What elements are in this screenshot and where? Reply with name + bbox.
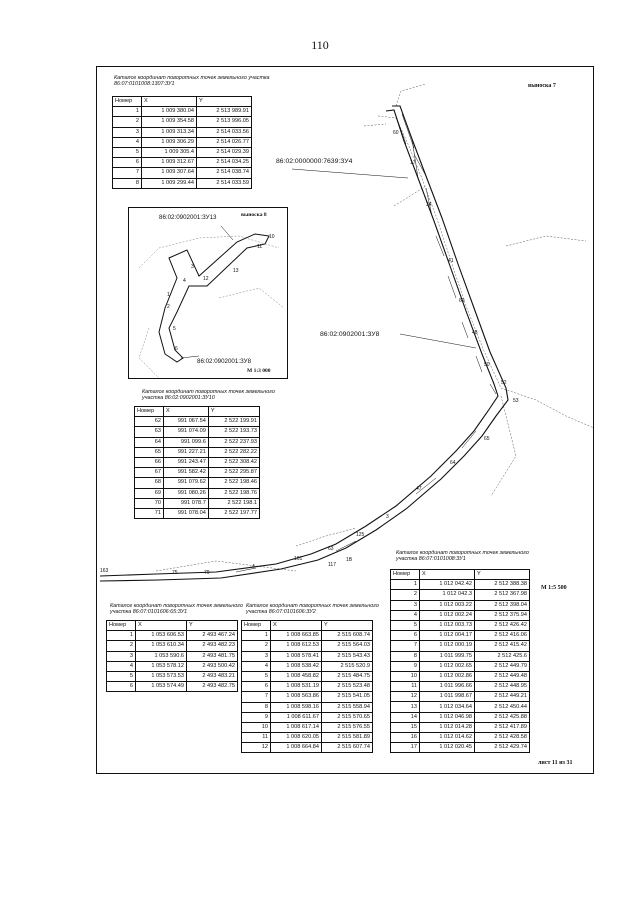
y-cell: 2 513 989.91 <box>197 107 252 117</box>
x-cell: 1 009 380.04 <box>142 107 197 117</box>
x-cell: 991 079.62 <box>164 478 209 488</box>
point-number-cell: 62 <box>135 417 164 427</box>
table-row <box>391 600 530 610</box>
table-row <box>242 702 373 712</box>
y-cell: 2 522 282.22 <box>208 447 259 457</box>
table-row <box>391 610 530 620</box>
point-number-cell: 5 <box>242 671 271 681</box>
x-cell: 991 582.42 <box>164 468 209 478</box>
col-header-x: X <box>136 621 187 631</box>
table-row <box>107 671 238 681</box>
x-cell: 991 080.26 <box>164 488 209 498</box>
x-cell: 1 008 598.16 <box>271 702 322 712</box>
x-cell: 1 053 573.53 <box>136 671 187 681</box>
table1-title: Каталог координат поворотных точек земельного участка 86:07:0101008:1307:ЗУ1 <box>114 75 270 88</box>
table-row <box>135 488 260 498</box>
point-number-cell: 6 <box>391 631 420 641</box>
table-row <box>242 743 373 753</box>
table-row <box>391 671 530 681</box>
point-number-cell: 65 <box>135 447 164 457</box>
table-row <box>135 437 260 447</box>
y-cell: 2 522 198.76 <box>208 488 259 498</box>
svg-text:34: 34 <box>426 202 432 208</box>
y-cell: 2 513 996.05 <box>197 117 252 127</box>
table-row <box>135 447 260 457</box>
x-cell: 1 012 042.42 <box>420 580 475 590</box>
coordinates-table-5 <box>390 569 530 753</box>
table-row <box>107 682 238 692</box>
x-cell: 1 008 458.82 <box>271 671 322 681</box>
point-number-cell: 1 <box>113 107 142 117</box>
inset-label-zu13: 86:02:0902001:ЗУ13 <box>159 214 217 221</box>
coordinates-table-2 <box>134 406 260 519</box>
point-number-cell: 2 <box>242 641 271 651</box>
y-cell: 2 522 197.77 <box>208 508 259 518</box>
svg-text:5: 5 <box>173 326 176 332</box>
point-number-cell: 12 <box>242 743 271 753</box>
y-cell: 2 512 426.42 <box>475 620 530 630</box>
point-number-cell: 3 <box>242 651 271 661</box>
table-row <box>391 743 530 753</box>
point-number-cell: 8 <box>113 178 142 188</box>
y-cell: 2 522 295.87 <box>208 468 259 478</box>
point-number-cell: 69 <box>135 488 164 498</box>
x-cell: 1 012 014.28 <box>420 722 475 732</box>
x-cell: 1 009 306.29 <box>142 137 197 147</box>
point-number-cell: 3 <box>391 600 420 610</box>
x-cell: 1 008 663.85 <box>271 631 322 641</box>
y-cell: 2 522 198.46 <box>208 478 259 488</box>
x-cell: 1 009 299.44 <box>142 178 197 188</box>
col-header-x: X <box>420 570 475 580</box>
table4-title: Каталог координат поворотных точек земельного участка 86:07:0101606:ЗУ2 <box>246 603 379 616</box>
table2-title: Каталог координат поворотных точек земельного участка 86:02:0902001:ЗУ10 <box>142 389 275 402</box>
svg-text:6: 6 <box>175 346 178 352</box>
table-row <box>242 692 373 702</box>
col-header-num: Номер <box>113 97 142 107</box>
table-row <box>107 631 238 641</box>
y-cell: 2 515 543.43 <box>322 651 373 661</box>
table-row <box>242 661 373 671</box>
point-number-cell: 7 <box>391 641 420 651</box>
svg-text:52: 52 <box>501 380 507 386</box>
x-cell: 1 008 664.84 <box>271 743 322 753</box>
x-cell: 1 008 617.14 <box>271 722 322 732</box>
x-cell: 1 012 014.62 <box>420 733 475 743</box>
svg-text:10: 10 <box>269 234 275 240</box>
table3-title: Каталог координат поворотных точек земельного участка 86:07:0101606:65:ЗУ1 <box>110 603 243 616</box>
point-number-cell: 6 <box>242 682 271 692</box>
x-cell: 1 053 610.34 <box>136 641 187 651</box>
x-cell: 1 009 354.58 <box>142 117 197 127</box>
coordinates-table-4 <box>241 620 373 753</box>
inset-label-zu8: 86:02:0902001:ЗУ8 <box>197 358 252 365</box>
table-row <box>113 178 252 188</box>
table-row <box>242 641 373 651</box>
y-cell: 2 493 483.21 <box>187 671 238 681</box>
point-number-cell: 10 <box>242 722 271 732</box>
y-cell: 2 512 415.42 <box>475 641 530 651</box>
x-cell: 1 012 003.73 <box>420 620 475 630</box>
col-header-y: Y <box>208 407 259 417</box>
table-row <box>113 168 252 178</box>
callout-main: выноска 7 <box>528 83 556 89</box>
point-number-cell: 4 <box>113 137 142 147</box>
table-row <box>391 580 530 590</box>
y-cell: 2 493 481.75 <box>187 651 238 661</box>
parcel-label-zu4: 86:02:0000000:7639:ЗУ4 <box>276 158 353 165</box>
y-cell: 2 515 570.65 <box>322 712 373 722</box>
x-cell: 1 009 305.4 <box>142 147 197 157</box>
table-row <box>135 417 260 427</box>
svg-text:1: 1 <box>167 292 170 298</box>
y-cell: 2 514 038.74 <box>197 168 252 178</box>
y-cell: 2 515 484.75 <box>322 671 373 681</box>
table-row <box>391 722 530 732</box>
x-cell: 1 008 611.67 <box>271 712 322 722</box>
scale-inset: М 1:3 000 <box>247 368 271 374</box>
x-cell: 1 012 002.86 <box>420 671 475 681</box>
point-number-cell: 4 <box>107 661 136 671</box>
y-cell: 2 493 467.24 <box>187 631 238 641</box>
x-cell: 1 009 307.64 <box>142 168 197 178</box>
y-cell: 2 512 449.48 <box>475 671 530 681</box>
x-cell: 1 012 046.98 <box>420 712 475 722</box>
parcel-label-zu8: 86:02:0902001:ЗУ8 <box>320 331 380 338</box>
col-header-num: Номер <box>242 621 271 631</box>
x-cell: 1 011 998.67 <box>420 692 475 702</box>
y-cell: 2 515 607.74 <box>322 743 373 753</box>
svg-text:50: 50 <box>484 362 490 368</box>
table-row <box>113 107 252 117</box>
point-number-cell: 8 <box>391 651 420 661</box>
table-row <box>107 651 238 661</box>
col-header-num: Номер <box>391 570 420 580</box>
col-header-x: X <box>164 407 209 417</box>
y-cell: 2 515 558.94 <box>322 702 373 712</box>
table-row <box>391 702 530 712</box>
svg-text:69: 69 <box>459 298 465 304</box>
inset-drawing <box>129 208 288 379</box>
y-cell: 2 512 449.21 <box>475 692 530 702</box>
table-row <box>135 508 260 518</box>
table-row <box>391 682 530 692</box>
y-cell: 2 512 375.94 <box>475 610 530 620</box>
svg-text:3: 3 <box>191 264 194 270</box>
y-cell: 2 512 449.79 <box>475 661 530 671</box>
x-cell: 1 012 042.3 <box>420 590 475 600</box>
point-number-cell: 5 <box>113 147 142 157</box>
x-cell: 1 012 034.64 <box>420 702 475 712</box>
y-cell: 2 493 500.42 <box>187 661 238 671</box>
point-number-cell: 7 <box>113 168 142 178</box>
svg-text:12: 12 <box>203 276 209 282</box>
table-row <box>391 733 530 743</box>
svg-text:161: 161 <box>294 556 303 562</box>
y-cell: 2 512 450.44 <box>475 702 530 712</box>
point-number-cell: 15 <box>391 722 420 732</box>
point-number-cell: 4 <box>242 661 271 671</box>
point-number-cell: 2 <box>391 590 420 600</box>
table-row <box>391 590 530 600</box>
x-cell: 1 008 612.53 <box>271 641 322 651</box>
point-number-cell: 9 <box>242 712 271 722</box>
x-cell: 1 012 002.24 <box>420 610 475 620</box>
y-cell: 2 514 029.39 <box>197 147 252 157</box>
point-number-cell: 8 <box>242 702 271 712</box>
page-number: 110 <box>311 38 329 52</box>
x-cell: 1 012 003.22 <box>420 600 475 610</box>
point-number-cell: 63 <box>135 427 164 437</box>
table-row <box>113 117 252 127</box>
svg-text:53: 53 <box>513 398 519 404</box>
col-header-y: Y <box>322 621 373 631</box>
x-cell: 1 012 020.45 <box>420 743 475 753</box>
coordinates-table-3 <box>106 620 238 692</box>
y-cell: 2 515 608.74 <box>322 631 373 641</box>
point-number-cell: 1 <box>107 631 136 641</box>
table-row <box>242 733 373 743</box>
table-row <box>107 661 238 671</box>
x-cell: 1 053 606.53 <box>136 631 187 641</box>
y-cell: 2 515 576.55 <box>322 722 373 732</box>
y-cell: 2 522 198.1 <box>208 498 259 508</box>
y-cell: 2 522 237.93 <box>208 437 259 447</box>
svg-text:117: 117 <box>328 562 336 568</box>
x-cell: 1 053 590.6 <box>136 651 187 661</box>
y-cell: 2 514 026.77 <box>197 137 252 147</box>
inset-map <box>128 207 288 379</box>
point-number-cell: 16 <box>391 733 420 743</box>
svg-text:4: 4 <box>183 278 186 284</box>
point-number-cell: 71 <box>135 508 164 518</box>
table-row <box>391 692 530 702</box>
col-header-num: Номер <box>135 407 164 417</box>
x-cell: 1 008 531.19 <box>271 682 322 692</box>
col-header-y: Y <box>475 570 530 580</box>
y-cell: 2 514 033.59 <box>197 178 252 188</box>
table-row <box>242 682 373 692</box>
point-number-cell: 12 <box>391 692 420 702</box>
col-header-x: X <box>142 97 197 107</box>
table-row <box>242 631 373 641</box>
svg-text:4: 4 <box>252 564 255 570</box>
point-number-cell: 3 <box>107 651 136 661</box>
table-row <box>135 498 260 508</box>
coordinates-table-1 <box>112 96 252 189</box>
point-number-cell: 66 <box>135 457 164 467</box>
svg-text:47: 47 <box>416 486 422 492</box>
y-cell: 2 493 482.75 <box>187 682 238 692</box>
svg-text:64: 64 <box>450 460 456 466</box>
y-cell: 2 515 564.03 <box>322 641 373 651</box>
svg-text:41: 41 <box>448 258 454 264</box>
y-cell: 2 515 520.9 <box>322 661 373 671</box>
point-number-cell: 1 <box>391 580 420 590</box>
point-number-cell: 6 <box>107 682 136 692</box>
table-row <box>391 661 530 671</box>
table-row <box>113 137 252 147</box>
x-cell: 991 243.47 <box>164 457 209 467</box>
x-cell: 991 099.6 <box>164 437 209 447</box>
table5-title: Каталог координат поворотных точек земельного участка 86:07:0101008:ЗУ1 <box>396 550 529 563</box>
table-row <box>107 641 238 651</box>
x-cell: 991 078.04 <box>164 508 209 518</box>
svg-text:163: 163 <box>100 568 109 574</box>
col-header-x: X <box>271 621 322 631</box>
y-cell: 2 515 523.48 <box>322 682 373 692</box>
svg-text:48: 48 <box>472 330 478 336</box>
svg-text:79: 79 <box>204 570 210 576</box>
table-row <box>113 147 252 157</box>
svg-text:65: 65 <box>484 436 490 442</box>
svg-text:1B: 1B <box>346 557 353 563</box>
y-cell: 2 493 482.23 <box>187 641 238 651</box>
y-cell: 2 522 193.73 <box>208 427 259 437</box>
y-cell: 2 512 367.98 <box>475 590 530 600</box>
x-cell: 1 011 999.75 <box>420 651 475 661</box>
x-cell: 1 053 578.12 <box>136 661 187 671</box>
table-row <box>391 631 530 641</box>
y-cell: 2 522 199.91 <box>208 417 259 427</box>
x-cell: 1 009 312.67 <box>142 158 197 168</box>
y-cell: 2 512 388.38 <box>475 580 530 590</box>
x-cell: 1 011 996.66 <box>420 682 475 692</box>
point-number-cell: 11 <box>242 733 271 743</box>
table-row <box>391 641 530 651</box>
y-cell: 2 514 034.25 <box>197 158 252 168</box>
svg-text:11: 11 <box>257 244 263 250</box>
table-row <box>242 651 373 661</box>
x-cell: 1 008 578.41 <box>271 651 322 661</box>
col-header-y: Y <box>187 621 238 631</box>
table-row <box>242 712 373 722</box>
point-number-cell: 70 <box>135 498 164 508</box>
y-cell: 2 515 541.05 <box>322 692 373 702</box>
x-cell: 1 009 313.34 <box>142 127 197 137</box>
svg-text:63: 63 <box>328 546 334 552</box>
x-cell: 1 008 620.05 <box>271 733 322 743</box>
point-number-cell: 2 <box>113 117 142 127</box>
table-row <box>391 712 530 722</box>
y-cell: 2 514 033.56 <box>197 127 252 137</box>
point-number-cell: 11 <box>391 682 420 692</box>
point-number-cell: 10 <box>391 671 420 681</box>
svg-text:3: 3 <box>386 514 389 520</box>
table-row <box>113 158 252 168</box>
table-row <box>242 671 373 681</box>
x-cell: 991 078.7 <box>164 498 209 508</box>
x-cell: 1 012 000.19 <box>420 641 475 651</box>
point-number-cell: 17 <box>391 743 420 753</box>
y-cell: 2 522 308.42 <box>208 457 259 467</box>
table-row <box>391 651 530 661</box>
col-header-y: Y <box>197 97 252 107</box>
point-number-cell: 4 <box>391 610 420 620</box>
y-cell: 2 512 416.06 <box>475 631 530 641</box>
y-cell: 2 512 425.88 <box>475 712 530 722</box>
svg-text:60: 60 <box>393 130 399 136</box>
x-cell: 1 012 004.17 <box>420 631 475 641</box>
point-number-cell: 6 <box>113 158 142 168</box>
point-number-cell: 64 <box>135 437 164 447</box>
scale-main: М 1:5 500 <box>541 585 567 591</box>
y-cell: 2 512 448.95 <box>475 682 530 692</box>
x-cell: 991 067.54 <box>164 417 209 427</box>
svg-text:13: 13 <box>233 268 239 274</box>
svg-text:125: 125 <box>356 532 365 538</box>
svg-text:2: 2 <box>167 304 170 310</box>
x-cell: 991 074.09 <box>164 427 209 437</box>
table-row <box>135 478 260 488</box>
col-header-num: Номер <box>107 621 136 631</box>
point-number-cell: 5 <box>107 671 136 681</box>
point-number-cell: 68 <box>135 478 164 488</box>
svg-text:17: 17 <box>410 160 416 166</box>
x-cell: 1 008 563.86 <box>271 692 322 702</box>
x-cell: 1 008 538.42 <box>271 661 322 671</box>
y-cell: 2 512 417.89 <box>475 722 530 732</box>
point-number-cell: 3 <box>113 127 142 137</box>
table-row <box>113 127 252 137</box>
point-number-cell: 14 <box>391 712 420 722</box>
point-number-cell: 5 <box>391 620 420 630</box>
x-cell: 1 053 574.49 <box>136 682 187 692</box>
table-row <box>135 457 260 467</box>
y-cell: 2 512 429.74 <box>475 743 530 753</box>
point-number-cell: 1 <box>242 631 271 641</box>
callout-inset: выноска 8 <box>241 212 267 218</box>
y-cell: 2 515 581.89 <box>322 733 373 743</box>
table-row <box>391 620 530 630</box>
svg-text:75: 75 <box>172 570 178 576</box>
y-cell: 2 512 398.04 <box>475 600 530 610</box>
point-number-cell: 67 <box>135 468 164 478</box>
y-cell: 2 512 428.58 <box>475 733 530 743</box>
point-number-cell: 13 <box>391 702 420 712</box>
point-number-cell: 9 <box>391 661 420 671</box>
sheet-label: лист 11 из 31 <box>538 760 573 766</box>
x-cell: 1 012 002.65 <box>420 661 475 671</box>
point-number-cell: 7 <box>242 692 271 702</box>
table-row <box>242 722 373 732</box>
table-row <box>135 468 260 478</box>
table-row <box>135 427 260 437</box>
point-number-cell: 2 <box>107 641 136 651</box>
x-cell: 991 227.21 <box>164 447 209 457</box>
y-cell: 2 512 425.6 <box>475 651 530 661</box>
